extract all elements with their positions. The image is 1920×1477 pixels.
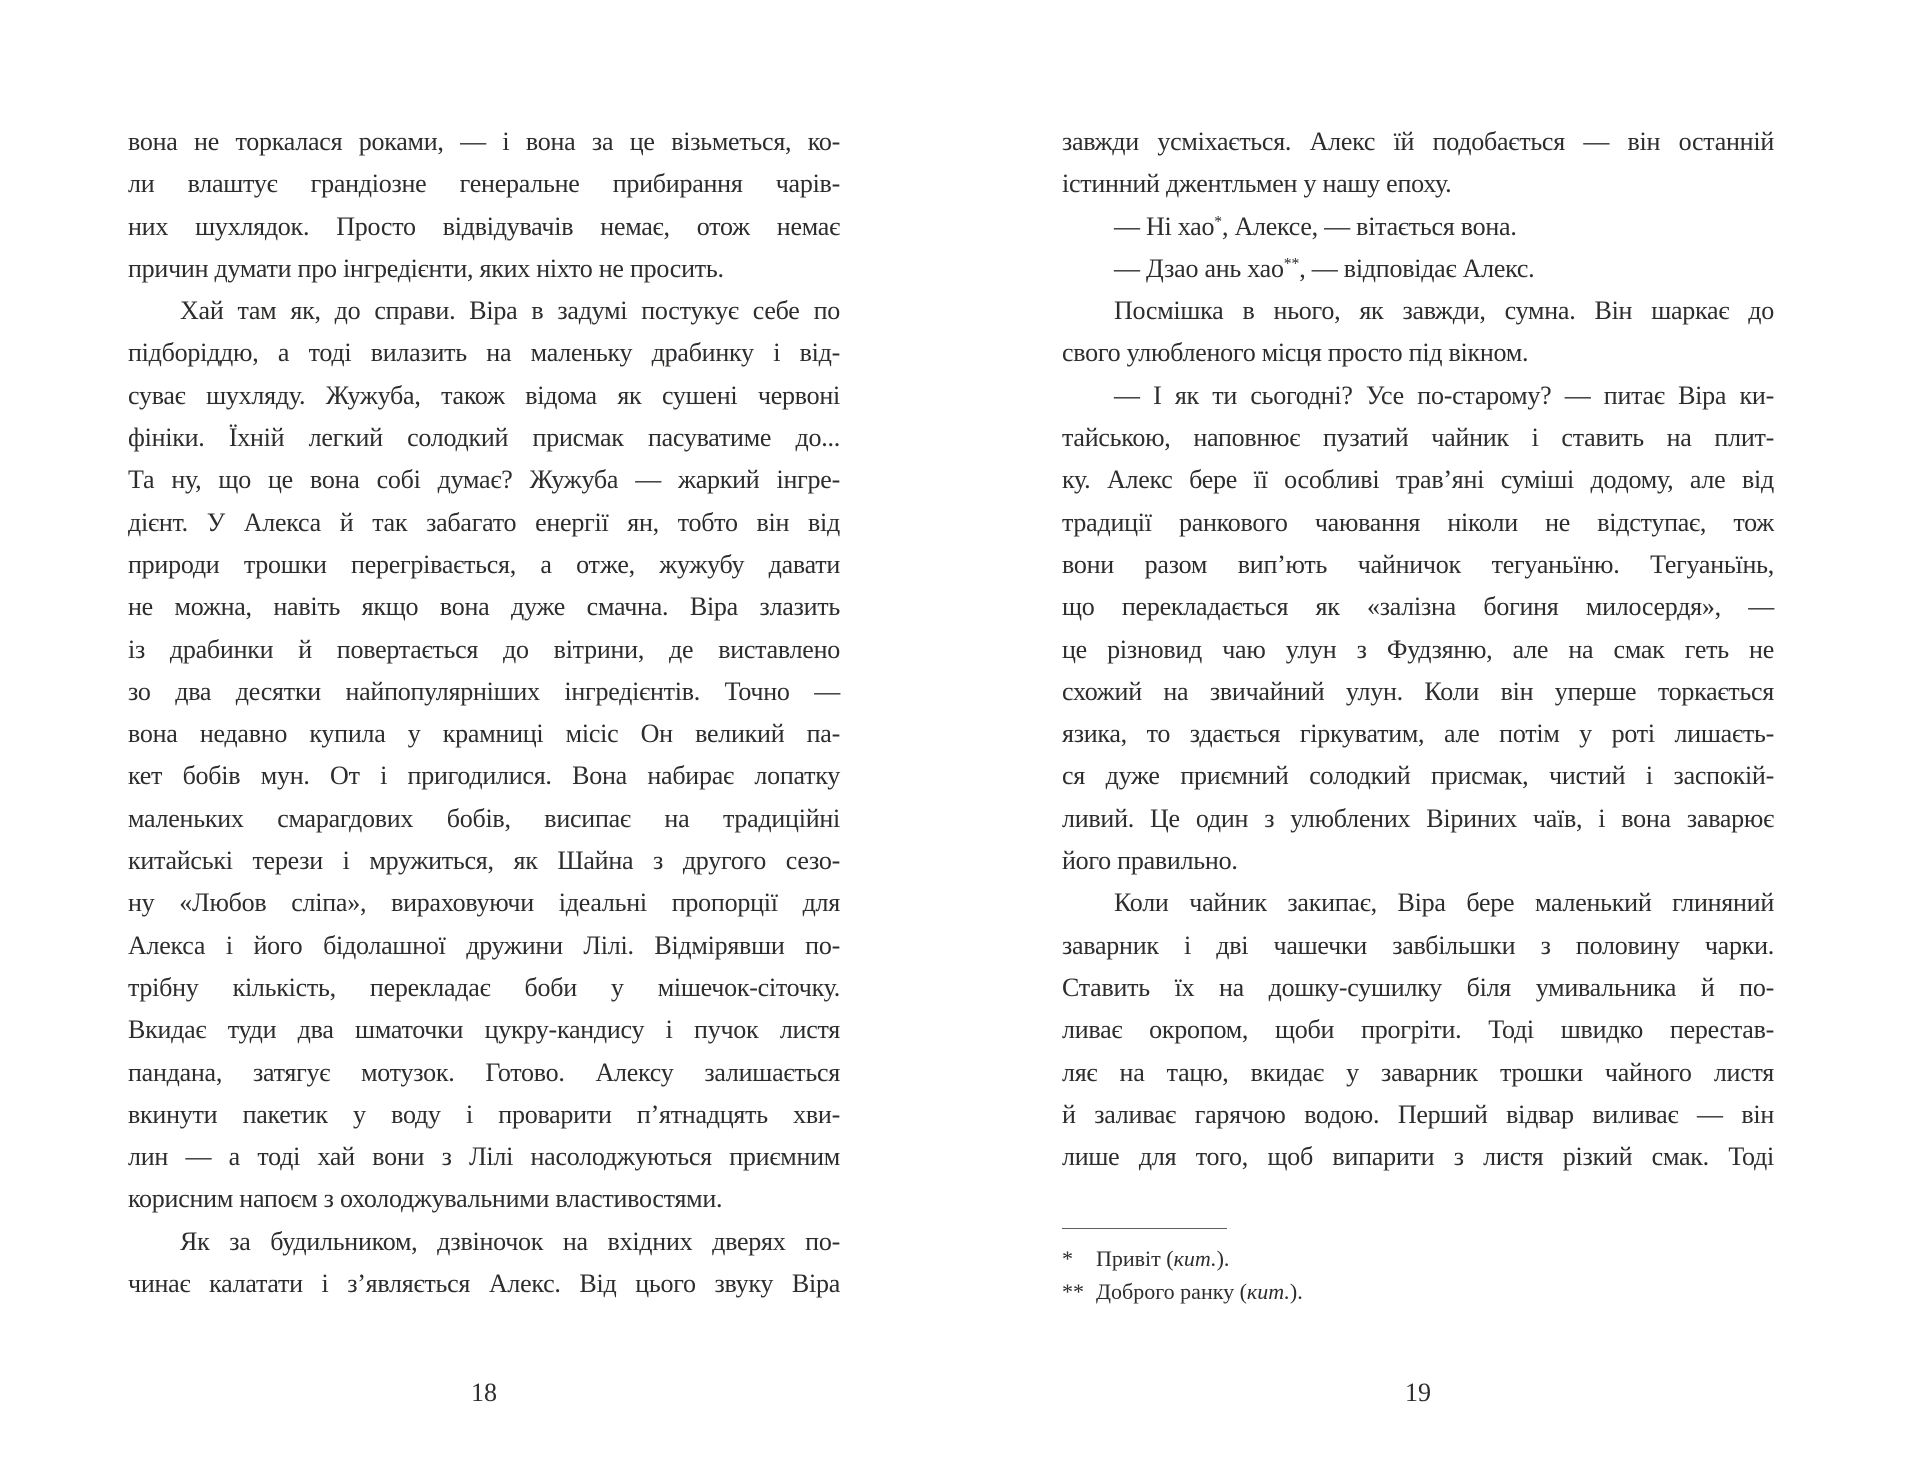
text-line: причин думати про інгредієнти, яких ніхто не просить. — [128, 253, 724, 283]
text-line: ливає окропом, щоби прогріти. Тоді швидко перестав- — [1062, 1015, 1774, 1045]
text-line: них шухлядок. Просто відвідувачів немає, отож немає — [128, 211, 840, 241]
page-right-text-column — [1062, 121, 1774, 1178]
text-line: фініки. Їхній легкий солодкий присмак пасуватиме до... — [128, 423, 840, 453]
text-line: вона не торкалася роками, — і вона за це візьметься, ко- — [128, 127, 840, 156]
text-line: ливий. Це один з улюблених Віриних чаїв, і вона заварює — [1062, 803, 1774, 833]
text-line: ли влаштує грандіозне генеральне прибирання чарів- — [128, 169, 840, 199]
text-line: Коли чайник закипає, Віра бере маленький глиняний — [1114, 888, 1774, 918]
text-line: дієнт. У Алекса й так забагато енергії ян, тобто він від — [128, 507, 840, 537]
text-line: зо два десятки найпопулярніших інгредієнтів. Точно — — [128, 676, 840, 706]
text-line: його правильно. — [1062, 846, 1238, 876]
text-line: природи трошки перегрівається, а отже, жужубу давати — [128, 549, 840, 579]
footnote-text: Доброго ранку (кит.). — [1096, 1279, 1303, 1304]
text-line: тайською, наповнює пузатий чайник і ставить на плит- — [1062, 423, 1774, 453]
text-line: суває шухляду. Жужуба, також відома як сушені червоні — [128, 380, 840, 410]
text-line: що перекладається як «залізна богиня милосердя», — — [1062, 592, 1774, 622]
text-line: ну «Любов сліпа», вираховуючи ідеальні пропорції для — [128, 888, 840, 918]
footnote-text: Привіт (кит.). — [1096, 1246, 1230, 1271]
page-left-text-column — [128, 121, 840, 1305]
text-line: кет бобів мун. От і пригодилися. Вона набирає лопатку — [128, 761, 840, 791]
text-line: підборіддю, а тоді вилазить на маленьку драбинку і від- — [128, 338, 840, 368]
text-line: істинний джентльмен у нашу епоху. — [1062, 169, 1452, 199]
text-line: схожий на звичайний улун. Коли він уперше торкається — [1062, 676, 1774, 706]
text-line: Хай там як, до справи. Віра в задумі постукує себе по — [180, 296, 840, 326]
footnote-item — [1062, 1242, 1774, 1275]
text-line: не можна, навіть якщо вона дуже смачна. Віра злазить — [128, 592, 840, 622]
footnote-separator-rule — [1062, 1228, 1227, 1229]
footnote-marker: * — [1062, 1246, 1073, 1271]
text-line: — І як ти сьогодні? Усе по-старому? — питає Віра ки- — [1114, 380, 1774, 410]
text-line: ляє на тацю, вкидає у заварник трошки чайного листя — [1062, 1057, 1774, 1087]
text-line: Ставить їх на дошку-сушилку біля умивальника й по- — [1062, 972, 1774, 1002]
text-line: Та ну, що це вона собі думає? Жужуба — жаркий інгре- — [128, 465, 840, 495]
page-number-right: 19 — [1405, 1378, 1431, 1407]
text-line: — Дзао ань хао**, — відповідає Алекс. — [1114, 253, 1535, 283]
text-line: традиції ранкового чаювання ніколи не відступає, тож — [1062, 507, 1774, 537]
text-line: лин — а тоді хай вони з Лілі насолоджуються приємним — [128, 1142, 840, 1172]
text-line: чинає калатати і з’являється Алекс. Від цього звуку Віра — [128, 1269, 840, 1299]
footnotes-block — [1062, 1228, 1774, 1308]
footnote-marker: ** — [1062, 1279, 1084, 1304]
text-line: ку. Алекс бере її особливі трав’яні суміші додому, але від — [1062, 465, 1774, 495]
text-line: лише для того, щоб випарити з листя різкий смак. Тоді — [1062, 1142, 1774, 1172]
text-line: трібну кількість, перекладає боби у мішечок-сіточку. — [128, 972, 840, 1002]
text-line: язика, то здається гіркуватим, але потім у роті лишаєть- — [1062, 719, 1774, 749]
text-line: ся дуже приємний солодкий присмак, чистий і заспокій- — [1062, 761, 1774, 791]
text-line: вони разом вип’ють чайничок тегуаньїню. Тегуаньїнь, — [1062, 549, 1774, 579]
text-line: корисним напоєм з охолоджувальними властивостями. — [128, 1184, 723, 1214]
text-line: це різновид чаю улун з Фудзяню, але на смак геть не — [1062, 634, 1774, 664]
text-line: маленьких смарагдових бобів, висипає на традиційні — [128, 803, 840, 833]
text-line: заварник і дві чашечки завбільшки з половину чарки. — [1062, 930, 1774, 960]
text-line: пандана, затягує мотузок. Готово. Алексу залишається — [128, 1057, 840, 1087]
text-line: вона недавно купила у крамниці місіс Он великий па- — [128, 719, 840, 749]
text-line: Як за будильником, дзвіночок на вхідних дверях по- — [180, 1226, 840, 1256]
text-line: й заливає гарячою водою. Перший відвар виливає — він — [1062, 1099, 1774, 1129]
text-line: Посмішка в нього, як завжди, сумна. Він шаркає до — [1114, 296, 1774, 326]
text-line: вкинути пакетик у воду і проварити п’ятнадцять хви- — [128, 1099, 840, 1129]
footnote-items — [1062, 1242, 1774, 1308]
text-line: Алекса і його бідолашної дружини Лілі. Відмірявши по- — [128, 930, 840, 960]
text-line: завжди усміхається. Алекс їй подобається — він останній — [1062, 127, 1774, 156]
text-line: свого улюбленого місця просто під вікном. — [1062, 338, 1529, 368]
footnote-item — [1062, 1275, 1774, 1308]
text-line: Вкидає туди два шматочки цукру-кандису і пучок листя — [128, 1015, 840, 1045]
page-number-left: 18 — [471, 1378, 497, 1407]
text-line: із драбинки й повертається до вітрини, де виставлено — [128, 634, 840, 664]
text-line: — Ні хао*, Алексе, — вітається вона. — [1114, 211, 1517, 241]
text-line: китайські терези і мружиться, як Шайна з другого сезо- — [128, 846, 840, 876]
